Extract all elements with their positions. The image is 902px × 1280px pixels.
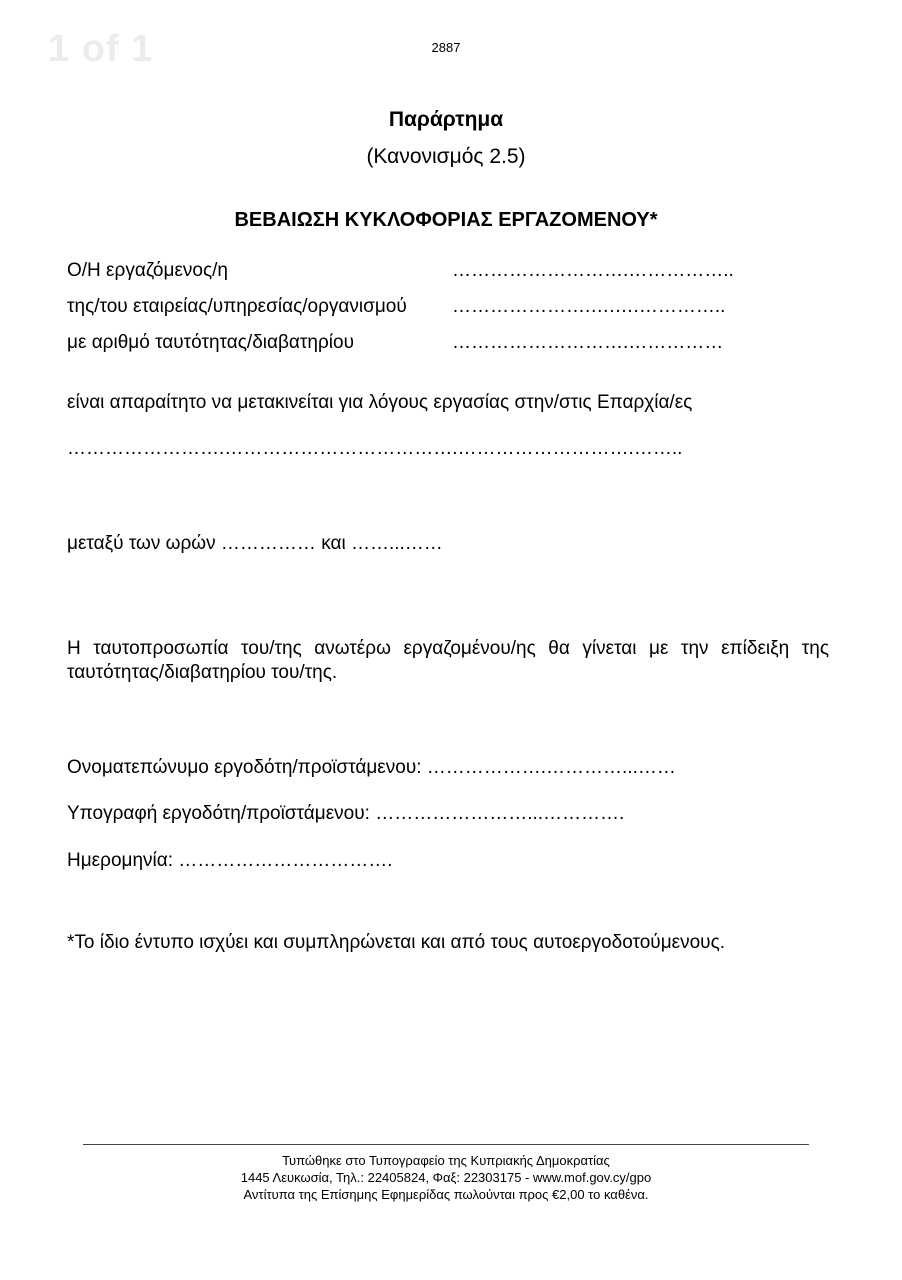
footer-divider xyxy=(83,1144,809,1145)
page-counter-overlay: 1 of 1 xyxy=(48,28,154,70)
regulation-reference: (Κανονισμός 2.5) xyxy=(366,145,526,168)
self-employed-note: *Το ίδιο έντυπο ισχύει και συμπληρώνεται και από τους αυτοεργοδοτούμενους. xyxy=(67,932,726,953)
annex-title: Παράρτημα xyxy=(388,108,504,131)
printer-footer xyxy=(0,1152,892,1203)
employer-signature-line: Υπογραφή εργοδότη/προϊστάμενου: ……………………...…………. xyxy=(67,803,625,824)
footer-line-1: Τυπώθηκε στο Τυπογραφείο της Κυπριακής Δημοκρατίας xyxy=(282,1153,610,1168)
page-number: 2887 xyxy=(431,40,461,55)
field-label-company: της/του εταιρείας/υπηρεσίας/οργανισμού xyxy=(67,296,407,317)
field-label-id-number: με αριθμό ταυτότητας/διαβατηρίου xyxy=(67,332,354,353)
movement-statement: είναι απαραίτητο να μετακινείται για λόγους εργασίας στην/στις Επαρχία/ες xyxy=(67,392,693,413)
field-dots-employee: ……………………….…………….. xyxy=(452,260,734,281)
field-label-employee: Ο/Η εργαζόμενος/η xyxy=(67,260,228,281)
employer-name-line: Ονοματεπώνυμο εργοδότη/προϊστάμενου: ……………….…………...…… xyxy=(67,757,676,778)
field-dots-company: ………………….….….………….. xyxy=(452,296,726,317)
hours-statement: μεταξύ των ωρών …………… και ……...…… xyxy=(67,533,443,554)
identification-paragraph: Η ταυτοπροσωπία του/της ανωτέρω εργαζομένου/ης θα γίνεται με την επίδειξη της ταυτότητας/διαβατηρίου του/της. xyxy=(67,638,829,683)
field-dots-id-number: ……………………….…………… xyxy=(452,332,724,353)
footer-line-3: Αντίτυπα της Επίσημης Εφημερίδας πωλούνται προς €2,00 το καθένα. xyxy=(243,1187,649,1202)
province-dots: …………………….……………………………….……………………….…….. xyxy=(67,438,683,459)
date-line: Ημερομηνία: ……………………………. xyxy=(67,850,393,871)
footer-line-2: 1445 Λευκωσία, Τηλ.: 22405824, Φαξ: 22303175 - www.mof.gov.cy/gpo xyxy=(240,1170,652,1185)
form-title: ΒΕΒΑΙΩΣΗ ΚΥΚΛΟΦΟΡΙΑΣ ΕΡΓΑΖΟΜΕΝΟΥ* xyxy=(234,209,658,231)
